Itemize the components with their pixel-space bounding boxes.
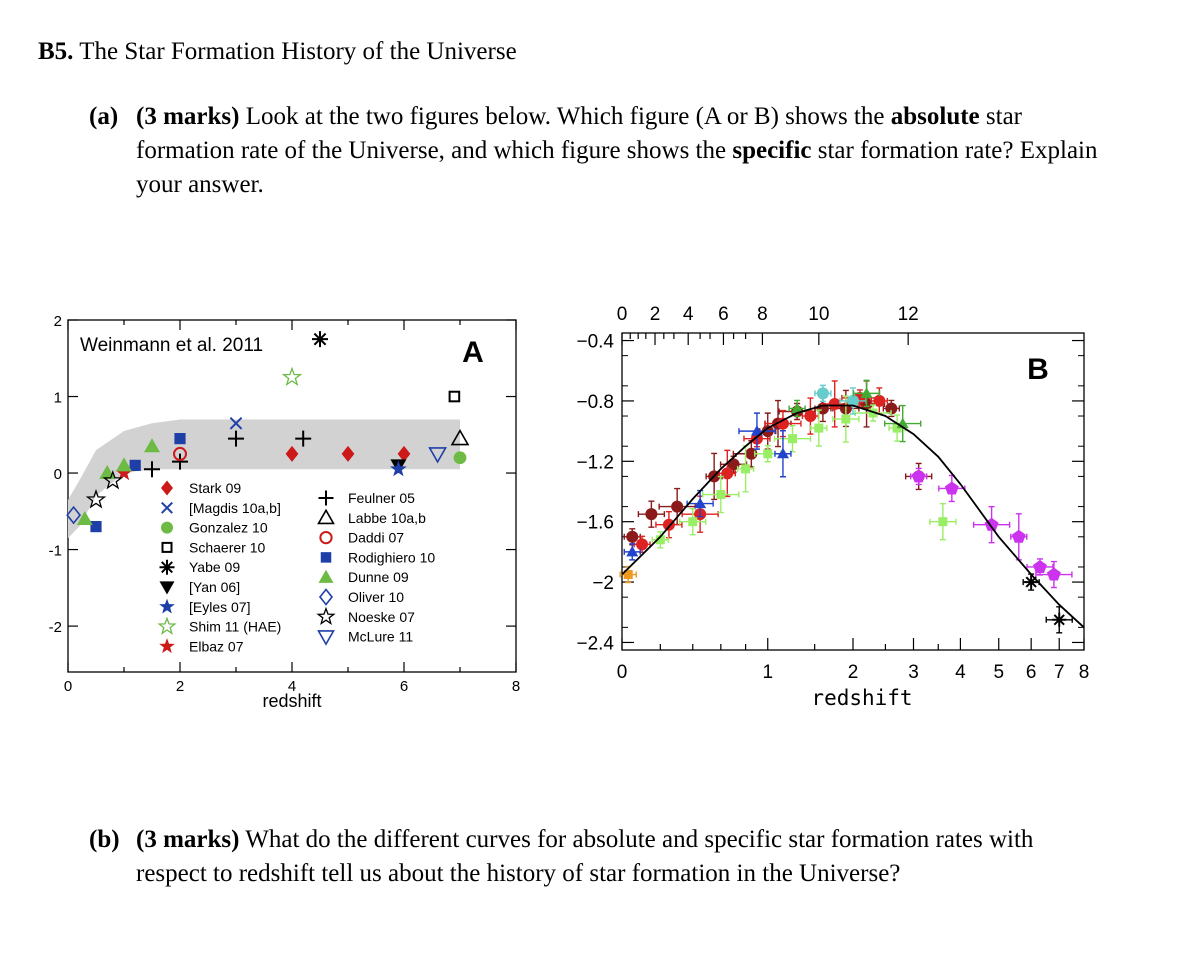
figure-b-point: [912, 469, 926, 482]
figure-b-point: [945, 481, 959, 494]
figure-a-legend-label: Dunne 09: [348, 569, 409, 586]
figure-a-legend-label: Stark 09: [189, 480, 242, 496]
figure-a-x-tick-label: 4: [287, 678, 297, 695]
figure-b-x-tick-label: 1: [762, 662, 774, 683]
figure-a-frame: [68, 320, 516, 672]
figure-a-panel-label: A: [462, 336, 484, 369]
question-a-bold-2: specific: [732, 137, 812, 164]
question-b-text: What do the different curves for absolute and specific star formation rates with respect to redshift tell us about the history of star formation in the Universe?: [136, 826, 1034, 887]
figure-a-y-tick-label: 0: [53, 466, 62, 484]
figure-a-x-tick-label: 0: [63, 678, 73, 695]
figure-b-point: [716, 490, 725, 499]
figure-b-point: [694, 498, 706, 509]
figure-b-top-tick-label: 2: [649, 304, 661, 325]
question-a-text-1: Look at the two figures below. Which figure (A or B) shows the: [245, 103, 885, 130]
figure-a-y-tick-label: -2: [48, 619, 62, 637]
figure-b-point: [841, 415, 850, 424]
figure-b-x-tick-label: 6: [1025, 662, 1037, 683]
figure-a-legend-label: [Yan 06]: [189, 579, 241, 595]
question-a-bold-1: absolute: [890, 103, 980, 130]
figure-b-x-tick-label: 5: [993, 662, 1005, 683]
figure-a-legend-label: McLure 11: [348, 628, 414, 645]
figure-b-y-tick-label: −1.2: [576, 452, 614, 474]
figure-a-legend-label: Elbaz 07: [189, 638, 244, 655]
figure-b-point: [626, 531, 638, 543]
figure-b-point: [938, 517, 947, 526]
figure-b-y-tick-label: −0.4: [576, 331, 614, 353]
figure-a-legend-symbol: [320, 532, 331, 543]
section-title: The Star Formation History of the Universe: [79, 38, 517, 65]
figure-b-point: [645, 508, 657, 520]
figure-b-y-tick-label: −1.6: [576, 512, 614, 534]
question-b-label: (b): [89, 826, 120, 853]
figure-a-legend-symbol: [159, 599, 175, 614]
section-number: B5.: [38, 38, 74, 65]
figure-a-annotation: Weinmann et al. 2011: [80, 335, 264, 356]
figure-a-legend-symbol: [321, 552, 332, 563]
figure-a-y-tick-label: -1: [48, 542, 62, 560]
figure-b-x-tick-label: 2: [847, 662, 859, 683]
figure-b-axes: [576, 304, 1089, 683]
figure-b-point: [671, 501, 683, 513]
figure-b-point: [1033, 560, 1047, 573]
figure-a-legend-symbol: [161, 481, 173, 496]
figure-a-legend-symbol: [159, 638, 175, 653]
figure-a-legend-symbol: [161, 522, 173, 534]
figure-b-top-tick-label: 10: [808, 304, 830, 325]
figure-a-y-tick-label: 2: [53, 313, 62, 330]
figure-b-x-tick-label: 3: [908, 662, 919, 683]
figure-a-legend-symbol: [160, 581, 175, 594]
question-b-body: [136, 823, 1109, 891]
question-a-label: (a): [89, 103, 119, 130]
figure-b-point: [688, 517, 697, 526]
figure-b-point: [1047, 568, 1061, 581]
figure-a-legend-label: Oliver 10: [348, 589, 405, 605]
figure-a-point: [174, 433, 185, 444]
figure-a-legend-label: Gonzalez 10: [189, 519, 268, 536]
figure-a-legend-symbol: [318, 609, 334, 624]
figure-a-legend-label: Noeske 07: [348, 608, 415, 625]
figure-a-legend-symbol: [320, 590, 332, 605]
figure-b-top-tick-label: 0: [616, 304, 628, 325]
figure-a-legend-label: [Magdis 10a,b]: [189, 499, 281, 516]
figure-a-xlabel: redshift: [262, 691, 322, 711]
figure-b-point: [636, 538, 648, 550]
figure-b-y-tick-label: −0.8: [576, 391, 614, 413]
figure-a-legend-label: Labbe 10a,b: [348, 509, 426, 526]
figure-b-marks: [620, 380, 1072, 632]
question-a-text-2: star formation rate of the Universe, and which figure shows the: [136, 103, 1022, 164]
question-a-marks: (3 marks): [136, 103, 240, 130]
figure-b-x-tick-label: 4: [955, 662, 966, 683]
figure-b-panel-label: B: [1027, 353, 1049, 386]
figure-a-legend-symbol: [162, 503, 173, 514]
figure-b-point: [721, 467, 733, 479]
figure-a-point: [90, 521, 101, 532]
figure-b: [530, 285, 1090, 725]
figure-b-point: [829, 398, 841, 410]
figure-b-y-tick-label: −2: [592, 573, 614, 595]
figure-a-point: [312, 331, 328, 347]
figure-b-point: [817, 387, 829, 399]
figure-b-x-tick-label: 7: [1053, 662, 1065, 683]
figure-b-point: [777, 448, 789, 459]
figure-b-top-tick-label: 4: [682, 304, 694, 325]
figure-a-legend-symbol: [319, 491, 334, 506]
figure-a-legend-label: Rodighiero 10: [348, 549, 436, 566]
figure-b-point: [1012, 530, 1026, 543]
figure-b-fit-curve: [622, 406, 1084, 628]
figure-b-x-tick-label: 8: [1078, 662, 1090, 683]
figure-a: [0, 300, 530, 720]
figure-b-point: [804, 410, 816, 422]
figure-b-point: [626, 546, 638, 557]
figure-a-y-tick-label: 1: [53, 389, 62, 407]
figure-b-point: [741, 464, 750, 473]
question-a-text-3: star formation rate? Explain your answer.: [136, 137, 1098, 198]
figure-a-x-tick-label: 8: [511, 678, 521, 695]
figure-a-legend-label: Shim 11 (HAE): [189, 618, 282, 635]
figure-b-point: [788, 434, 797, 443]
figure-a-point: [450, 392, 460, 402]
figure-a-legend-symbol: [319, 510, 334, 523]
figure-a-legend-label: Schaerer 10: [189, 539, 266, 556]
section-heading: [38, 38, 517, 66]
figure-a-point: [454, 451, 467, 464]
figure-a-legend-symbol: [160, 560, 175, 575]
figure-a-legend-label: Yabe 09: [189, 559, 241, 576]
figure-b-frame: [622, 333, 1084, 650]
figure-b-top-tick-label: 6: [718, 304, 729, 325]
figure-a-legend-label: [Eyles 07]: [189, 598, 251, 615]
figure-a-legend: [159, 480, 435, 654]
figure-b-top-tick-label: 12: [897, 304, 919, 325]
figure-a-x-tick-label: 2: [175, 678, 185, 695]
figure-a-point: [130, 460, 141, 471]
figure-a-x-tick-label: 6: [399, 678, 409, 695]
figure-a-legend-symbol: [319, 631, 334, 644]
figure-a-legend-symbol: [163, 543, 172, 552]
figure-b-y-tick-label: −2.4: [576, 633, 614, 655]
question-b-marks: (3 marks): [136, 826, 240, 853]
question-a-body: [136, 100, 1109, 202]
figure-b-x-tick-label: 0: [616, 662, 628, 683]
figure-b-point: [1052, 613, 1066, 627]
figure-b-top-tick-label: 8: [757, 304, 768, 325]
figure-a-point: [284, 369, 301, 385]
figure-a-legend-symbol: [159, 618, 175, 633]
figure-a-axes: [49, 313, 521, 695]
figure-b-point: [763, 449, 772, 458]
figure-a-legend-symbol: [319, 570, 334, 583]
figure-b-xlabel: redshift: [811, 686, 913, 710]
figure-b-point: [814, 424, 823, 433]
figure-a-legend-label: Feulner 05: [348, 490, 415, 506]
figure-a-legend-label: Daddi 07: [348, 529, 405, 546]
